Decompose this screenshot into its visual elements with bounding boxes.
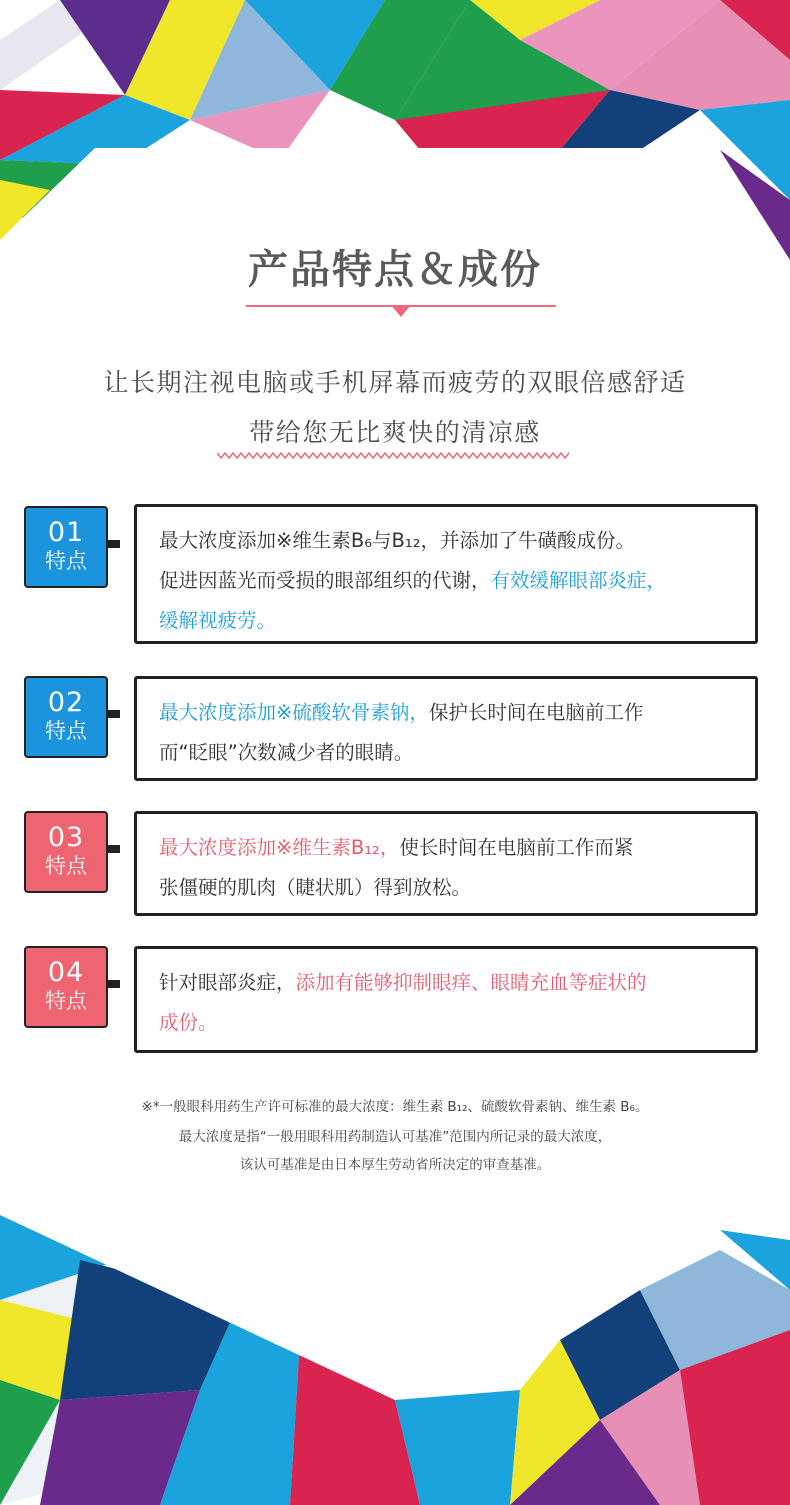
feature-card-03	[134, 811, 758, 916]
feature-text: 针对眼部炎症，	[159, 971, 296, 994]
feature-text-line	[159, 963, 737, 1003]
feature-number: 04	[47, 957, 85, 988]
intro-line-2: 带给您无比爽快的清凉感	[249, 418, 541, 447]
feature-highlight: 最大浓度添加※硫酸软骨素钠，	[159, 701, 429, 724]
feature-text: 保护长时间在电脑前工作	[428, 701, 644, 724]
footnote-line-3: 该认可基准是由日本厚生劳动省所决定的审查基准。	[239, 1157, 551, 1173]
feature-highlight: 成份。	[159, 1011, 218, 1034]
feature-badge-01	[24, 506, 108, 588]
feature-card-04	[134, 946, 758, 1053]
feature-text-line	[159, 561, 737, 601]
feature-card-02	[134, 676, 758, 781]
feature-highlight: 缓解视疲劳。	[159, 609, 277, 632]
wavy-underline	[217, 450, 569, 460]
feature-label: 特点	[45, 989, 87, 1013]
feature-text-line	[159, 693, 737, 733]
feature-badge-03	[24, 811, 108, 893]
feature-highlight: 最大浓度添加※维生素B₁₂，	[159, 836, 400, 859]
feature-highlight: 有效缓解眼部炎症，	[490, 569, 667, 592]
title-divider-notch	[391, 305, 411, 317]
feature-text: 使长时间在电脑前工作而紧	[399, 836, 634, 859]
feature-badge-02	[24, 676, 108, 758]
feature-text-line: 张僵硬的肌肉（睫状肌）得到放松。	[159, 876, 472, 899]
feature-number: 02	[47, 687, 85, 718]
feature-card-01	[134, 504, 758, 644]
badge-pointer	[108, 710, 120, 718]
footnote-line-1: ※*一般眼科用药生产许可标准的最大浓度：维生素 B₁₂、硫酸软骨素钠、维生素 B₆。	[141, 1099, 649, 1115]
intro-line-1: 让长期注视电脑或手机屏幕而疲劳的双眼倍感舒适	[103, 368, 687, 397]
feature-highlight: 添加有能够抑制眼痒、眼睛充血等症状的	[295, 971, 647, 994]
feature-badge-04	[24, 946, 108, 1028]
feature-label: 特点	[45, 719, 87, 743]
badge-pointer	[108, 980, 120, 988]
feature-text-line: 最大浓度添加※维生素B₆与B₁₂，并添加了牛磺酸成份。	[159, 529, 636, 552]
feature-text: 促进因蓝光而受损的眼部组织的代谢，	[159, 569, 491, 592]
badge-pointer	[108, 845, 120, 853]
footnote-line-2: 最大浓度是指“一般用眼科用药制造认可基准”范围内所记录的最大浓度，	[178, 1129, 612, 1145]
feature-number: 01	[47, 517, 85, 548]
feature-text-line: 而“眨眼”次数减少者的眼睛。	[159, 741, 414, 764]
feature-number: 03	[47, 822, 85, 853]
page-title: 产品特点＆成份	[248, 247, 542, 293]
feature-text-line	[159, 828, 737, 868]
feature-label: 特点	[45, 549, 87, 573]
feature-label: 特点	[45, 854, 87, 878]
badge-pointer	[108, 540, 120, 548]
